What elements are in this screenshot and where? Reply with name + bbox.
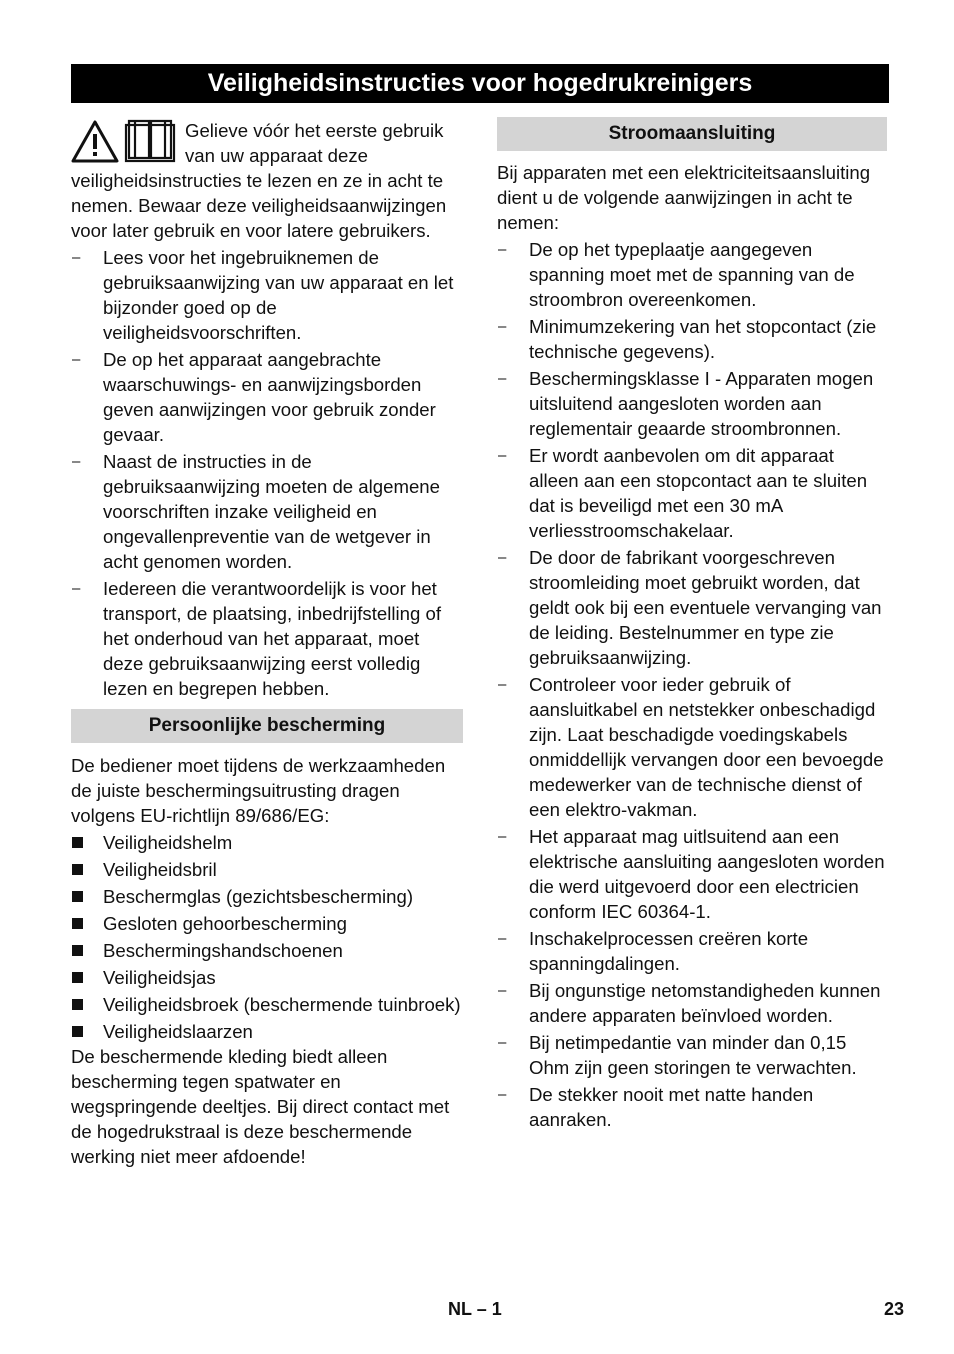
list-item xyxy=(497,1030,887,1080)
list-item xyxy=(71,992,463,1017)
warning-icons xyxy=(71,119,179,165)
footer-section-label xyxy=(448,1299,502,1320)
list-item-text: Lees voor het ingebruiknemen de gebruiksaanwijzing van uw apparaat en let bijzonder goed op de veiligheidsvoorschriften. xyxy=(103,247,454,343)
right-column xyxy=(497,117,887,1132)
dash-marker: – xyxy=(72,249,81,266)
dash-marker: – xyxy=(498,447,507,464)
dash-marker: – xyxy=(72,453,81,470)
dash-marker: – xyxy=(498,982,507,999)
list-item-text: Beschermingshandschoenen xyxy=(103,940,343,961)
square-bullet-icon xyxy=(72,864,83,875)
list-item xyxy=(71,938,463,963)
equipment-list xyxy=(71,830,463,1044)
list-item-text: Veiligheidsjas xyxy=(103,967,216,988)
list-item-text: Naast de instructies in de gebruiksaanwijzing moeten de algemene voorschriften inzake veiligheid en ongevallenpreventie van de wetgever in acht genomen worden. xyxy=(103,451,440,572)
page-title: Veiligheidsinstructies voor hogedrukreinigers xyxy=(71,64,889,103)
list-item-text: Gesloten gehoorbescherming xyxy=(103,913,347,934)
intro-text: Gelieve vóór het eerste gebruik van uw apparaat deze veiligheidsinstructies te lezen en ze in acht te nemen. Bewaar deze veiligheidsaanwijzingen voor later gebruik en voor latere gebruikers. xyxy=(71,120,447,241)
dash-marker: – xyxy=(498,930,507,947)
dash-marker: – xyxy=(498,1034,507,1051)
list-item xyxy=(497,824,887,924)
list-item-text: De op het apparaat aangebrachte waarschuwings- en aanwijzingsborden geven aanwijzingen voor gebruik zonder gevaar. xyxy=(103,349,436,445)
list-item-text: De stekker nooit met natte handen aanraken. xyxy=(529,1084,814,1130)
square-bullet-icon xyxy=(72,1026,83,1037)
footer-lang: NL xyxy=(448,1299,472,1319)
list-item-text: De door de fabrikant voorgeschreven stroomleiding moet gebruikt worden, dat geldt ook bij een eventuele vervanging van de leiding. Bestelnummer en type zie gebruiksaanwijzing. xyxy=(529,547,882,668)
list-item-text: De op het typeplaatje aangegeven spanning moet met de spanning van de stroombron overeenkomen. xyxy=(529,239,855,310)
section-intro: De bediener moet tijdens de werkzaamheden de juiste beschermingsuitrusting dragen volgens EU-richtlijn 89/686/EG: xyxy=(71,755,446,826)
dash-marker: – xyxy=(498,676,507,693)
intro-list xyxy=(71,245,463,701)
list-item xyxy=(71,830,463,855)
intro-block xyxy=(71,118,463,243)
list-item xyxy=(497,926,887,976)
section-heading-power-connection: Stroomaansluiting xyxy=(497,117,887,151)
section-heading-personal-protection: Persoonlijke bescherming xyxy=(71,709,463,743)
list-item xyxy=(71,347,463,447)
square-bullet-icon xyxy=(72,837,83,848)
dash-marker: – xyxy=(498,1086,507,1103)
list-item-text: Veiligheidsbroek (beschermende tuinbroek) xyxy=(103,994,461,1015)
list-item-text: Inschakelprocessen creëren korte spanningdalingen. xyxy=(529,928,809,974)
list-item xyxy=(497,545,887,670)
page-number: 23 xyxy=(884,1299,905,1319)
list-item xyxy=(71,965,463,990)
footer-section-page: – 1 xyxy=(476,1299,502,1319)
list-item-text: Iedereen die verantwoordelijk is voor het transport, de plaatsing, inbedrijfstelling of het onderhoud van het apparaat, moet deze gebruiksaanwijzing eerst volledig lezen en begrepen hebben. xyxy=(103,578,441,699)
dash-marker: – xyxy=(72,351,81,368)
list-item xyxy=(71,911,463,936)
list-item-text: Bij ongunstige netomstandigheden kunnen andere apparaten beïnvloed worden. xyxy=(529,980,881,1026)
left-column xyxy=(71,118,463,1169)
warning-triangle-icon xyxy=(73,122,117,161)
list-item-text: Er wordt aanbevolen om dit apparaat alleen aan een stopcontact aan te sluiten dat is beveiligd met een 30 mA verliesstroomschakelaar. xyxy=(529,445,868,541)
list-item-text: Beschermingsklasse I - Apparaten mogen uitsluitend aangesloten worden aan reglementair geaarde stroombronnen. xyxy=(529,368,874,439)
section-intro: Bij apparaten met een elektriciteitsaansluiting dient u de volgende aanwijzingen in acht te nemen: xyxy=(497,162,871,233)
list-item xyxy=(71,884,463,909)
list-item xyxy=(497,443,887,543)
manual-book-icon xyxy=(126,121,174,161)
list-item xyxy=(497,314,887,364)
square-bullet-icon xyxy=(72,972,83,983)
list-item xyxy=(497,978,887,1028)
list-item xyxy=(71,449,463,574)
list-item-text: Controleer voor ieder gebruik of aansluitkabel en netstekker onbeschadigd zijn. Laat beschadigde voedingskabels onmiddellijk vervangen door een bevoegde medewerker van de technische dienst of een elektro-vakman. xyxy=(529,674,884,820)
dash-marker: – xyxy=(498,318,507,335)
list-item-text: Bij netimpedantie van minder dan 0,15 Ohm zijn geen storingen te verwachten. xyxy=(529,1032,857,1078)
square-bullet-icon xyxy=(72,891,83,902)
list-item-text: Veiligheidshelm xyxy=(103,832,233,853)
dash-marker: – xyxy=(72,580,81,597)
list-item-text: Minimumzekering van het stopcontact (zie technische gegevens). xyxy=(529,316,877,362)
power-list xyxy=(497,237,887,1132)
list-item xyxy=(71,576,463,701)
list-item-text: Veiligheidsbril xyxy=(103,859,217,880)
dash-marker: – xyxy=(498,828,507,845)
list-item xyxy=(71,1019,463,1044)
list-item xyxy=(497,1082,887,1132)
list-item-text: Veiligheidslaarzen xyxy=(103,1021,253,1042)
list-item-text: Het apparaat mag uitlsuitend aan een elektrische aansluiting aangesloten worden die werd uitgevoerd door een electricien conform IEC 60364-1. xyxy=(529,826,885,922)
dash-marker: – xyxy=(498,549,507,566)
dash-marker: – xyxy=(498,241,507,258)
list-item-text: Beschermglas (gezichtsbescherming) xyxy=(103,886,414,907)
list-item xyxy=(497,237,887,312)
list-item xyxy=(71,245,463,345)
list-item xyxy=(497,672,887,822)
dash-marker: – xyxy=(498,370,507,387)
list-item xyxy=(497,366,887,441)
closing-text: De beschermende kleding biedt alleen bescherming tegen spatwater en wegspringende deeltjes. Bij direct contact met de hogedrukstraal is deze beschermende werking niet meer afdoende! xyxy=(71,1046,450,1167)
square-bullet-icon xyxy=(72,945,83,956)
list-item xyxy=(71,857,463,882)
square-bullet-icon xyxy=(72,999,83,1010)
square-bullet-icon xyxy=(72,918,83,929)
